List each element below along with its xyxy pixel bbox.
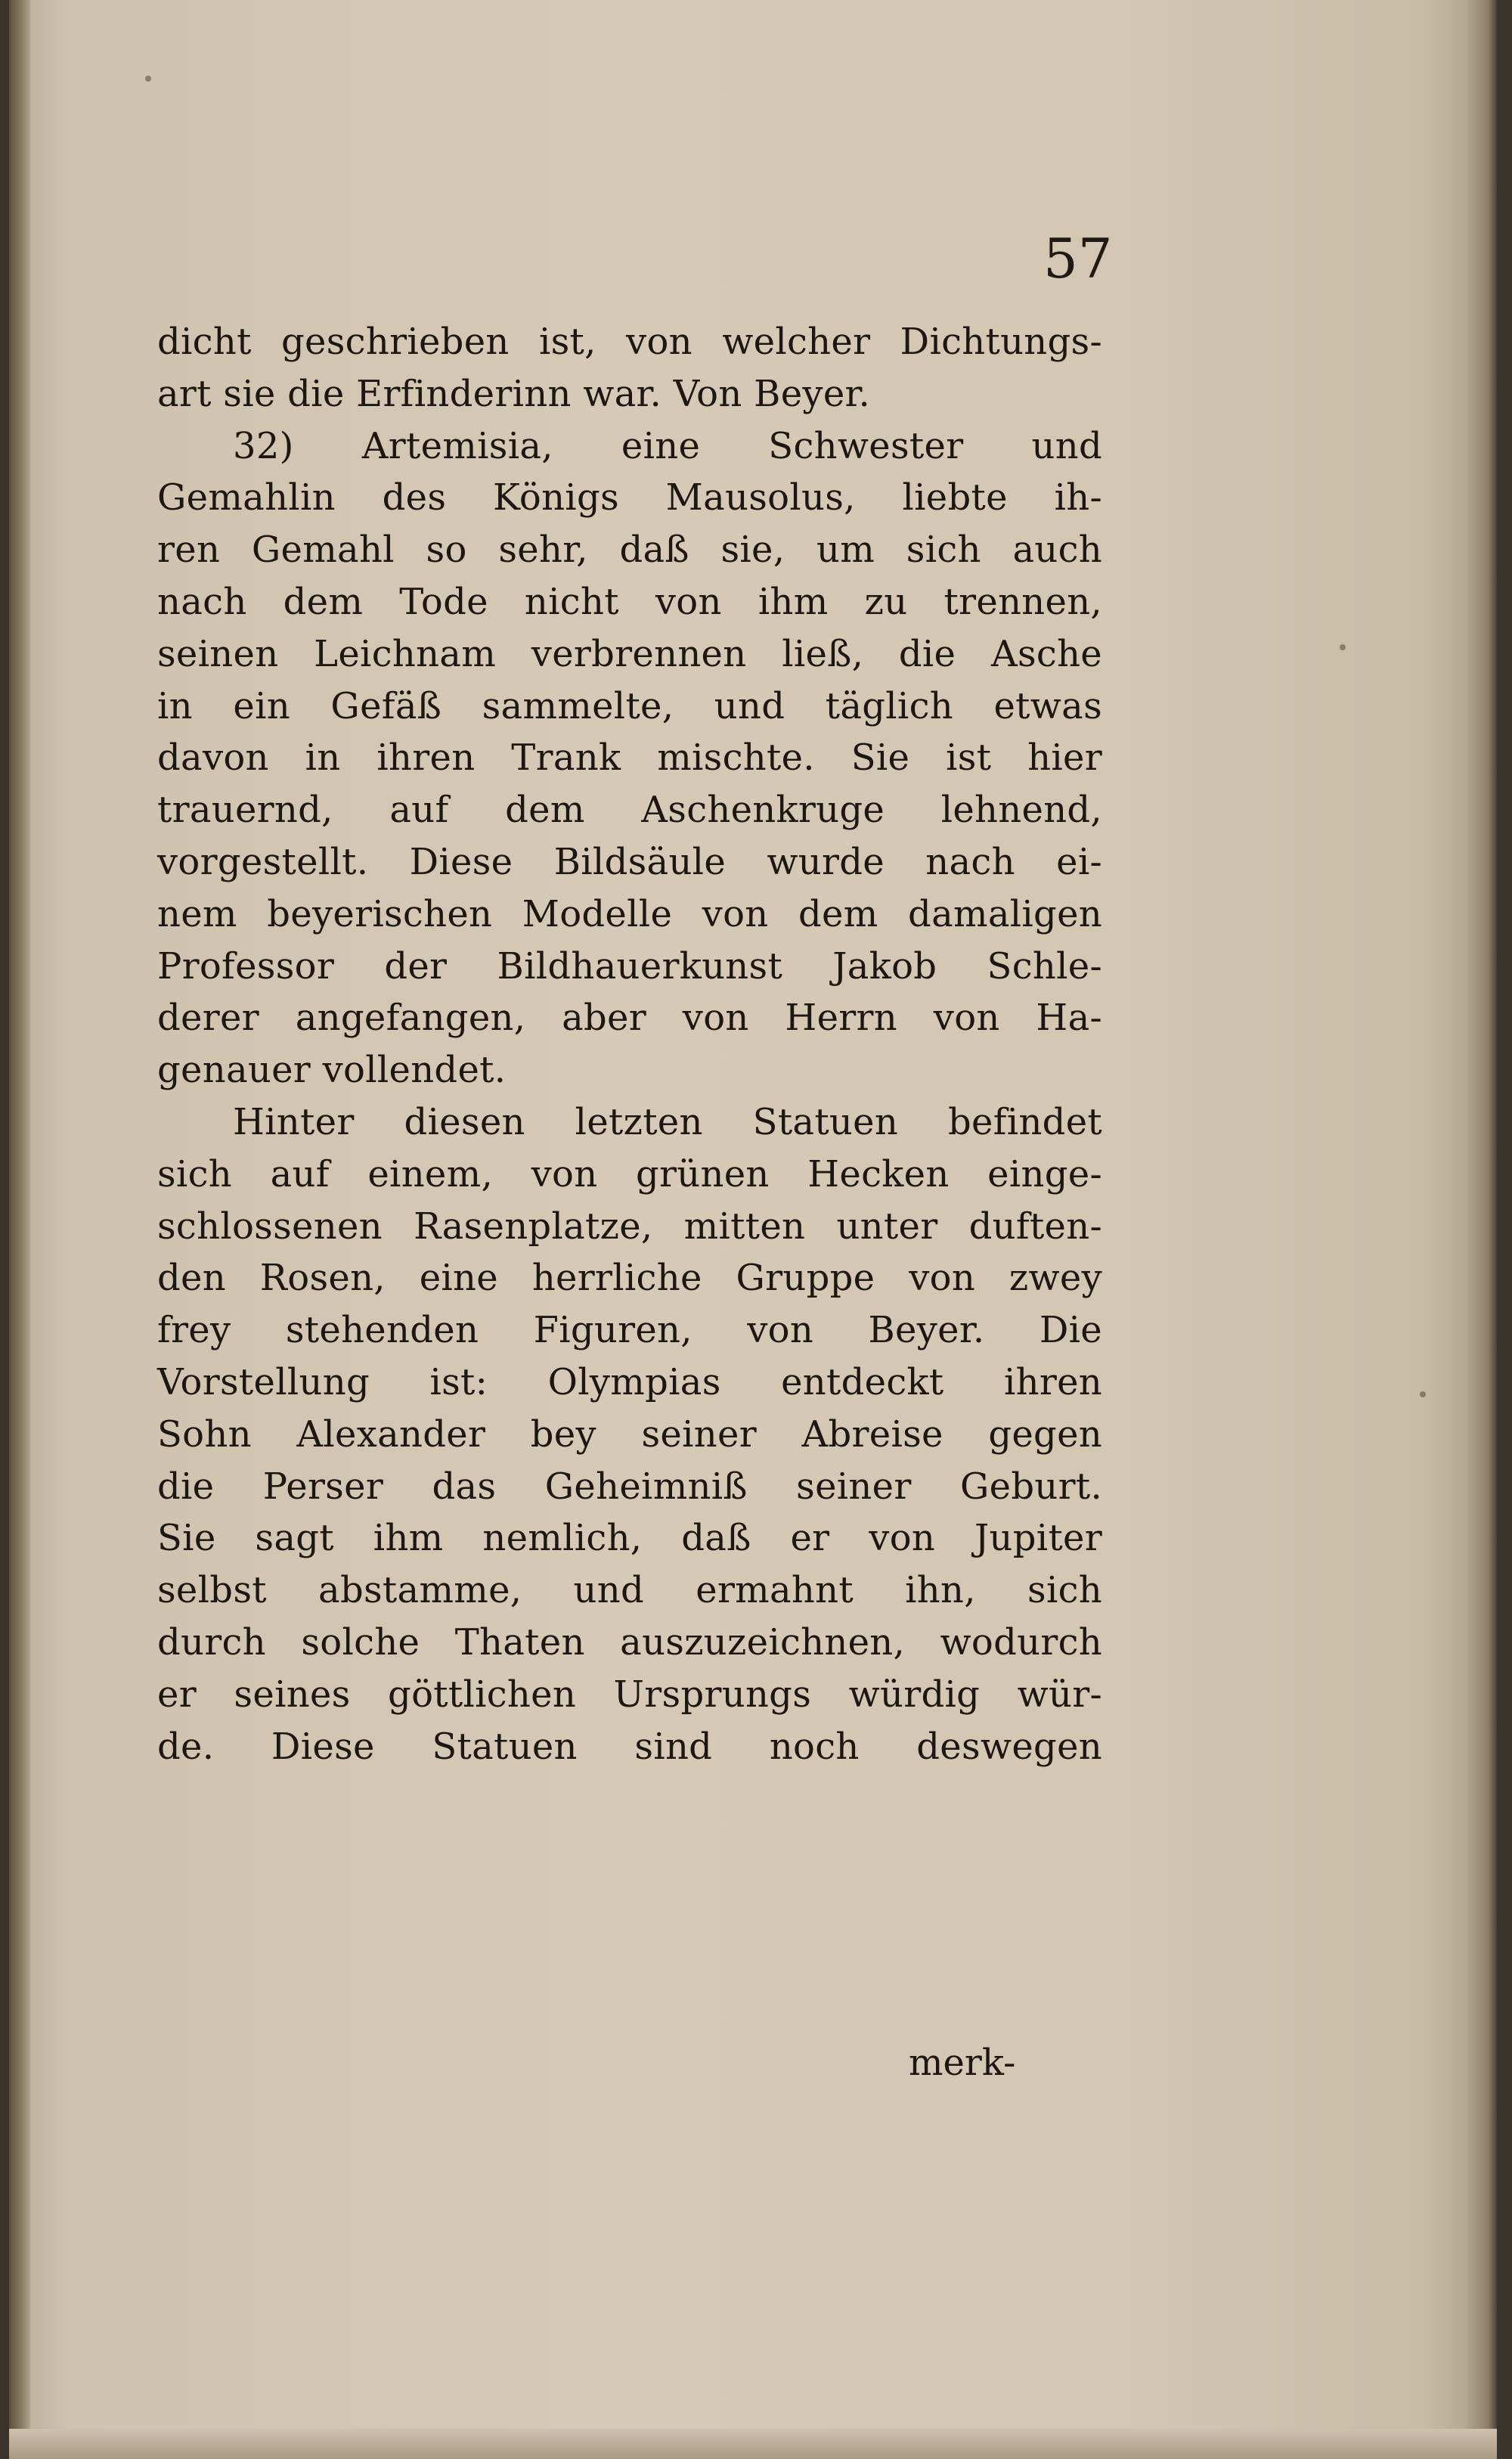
text-line: vorgestellt. Diese Bildsäule wurde nach ei-	[157, 840, 1102, 883]
paper-speck	[145, 76, 151, 82]
text-line: nach dem Tode nicht von ihm zu trennen,	[157, 580, 1102, 623]
text-line: sich auf einem, von grünen Hecken einge-	[157, 1152, 1102, 1195]
page-bottom-edge	[9, 2429, 1497, 2459]
text-line: Sohn Alexander bey seiner Abreise gegen	[157, 1412, 1102, 1456]
page-right-edge	[1467, 0, 1497, 2459]
body-text	[157, 316, 1102, 1772]
text-line: dicht geschrieben ist, von welcher Dichtungs-	[157, 321, 1102, 363]
text-line: Gemahlin des Königs Mausolus, liebte ih-	[157, 476, 1102, 519]
text-line: schlossenen Rasenplatze, mitten unter duften-	[157, 1205, 1102, 1248]
text-line: nem beyerischen Modelle von dem damaligen	[157, 892, 1102, 935]
text-line: Vorstellung ist: Olympias entdeckt ihren	[157, 1360, 1102, 1403]
text-line: de. Diese Statuen sind noch deswegen	[157, 1725, 1102, 1768]
page-number: 57	[1043, 227, 1113, 290]
book-spine-shadow	[9, 0, 30, 2459]
text-line: genauer vollendet.	[157, 1049, 507, 1092]
text-line: den Rosen, eine herrliche Gruppe von zwey	[157, 1257, 1102, 1300]
paper-speck	[1340, 644, 1346, 650]
text-line: in ein Gefäß sammelte, und täglich etwas	[157, 684, 1102, 727]
text-line: frey stehenden Figuren, von Beyer. Die	[157, 1309, 1102, 1352]
text-line: Hinter diesen letzten Statuen befindet	[233, 1100, 1102, 1143]
text-line: trauernd, auf dem Aschenkruge lehnend,	[157, 789, 1102, 832]
text-line: ren Gemahl so sehr, daß sie, um sich auch	[157, 529, 1102, 572]
text-line: derer angefangen, aber von Herrn von Ha-	[157, 997, 1102, 1040]
text-line: Professor der Bildhauerkunst Jakob Schle-	[157, 944, 1102, 988]
text-line: art sie die Erfinderinn war. Von Beyer.	[157, 372, 871, 415]
text-line: selbst abstamme, und ermahnt ihn, sich	[157, 1569, 1102, 1612]
text-line: er seines göttlichen Ursprungs würdig wür-	[157, 1673, 1102, 1716]
text-line: 32) Artemisia, eine Schwester und	[233, 424, 1102, 467]
paper-speck	[1420, 1391, 1426, 1397]
catchword: merk-	[909, 2042, 1016, 2084]
book-page	[9, 0, 1497, 2459]
text-line: durch solche Thaten auszuzeichnen, wodurch	[157, 1620, 1102, 1664]
text-line: seinen Leichnam verbrennen ließ, die Asche	[157, 632, 1102, 675]
text-line: davon in ihren Trank mischte. Sie ist hier	[157, 736, 1102, 780]
text-line: die Perser das Geheimniß seiner Geburt.	[157, 1465, 1102, 1508]
text-line: Sie sagt ihm nemlich, daß er von Jupiter	[157, 1517, 1102, 1560]
